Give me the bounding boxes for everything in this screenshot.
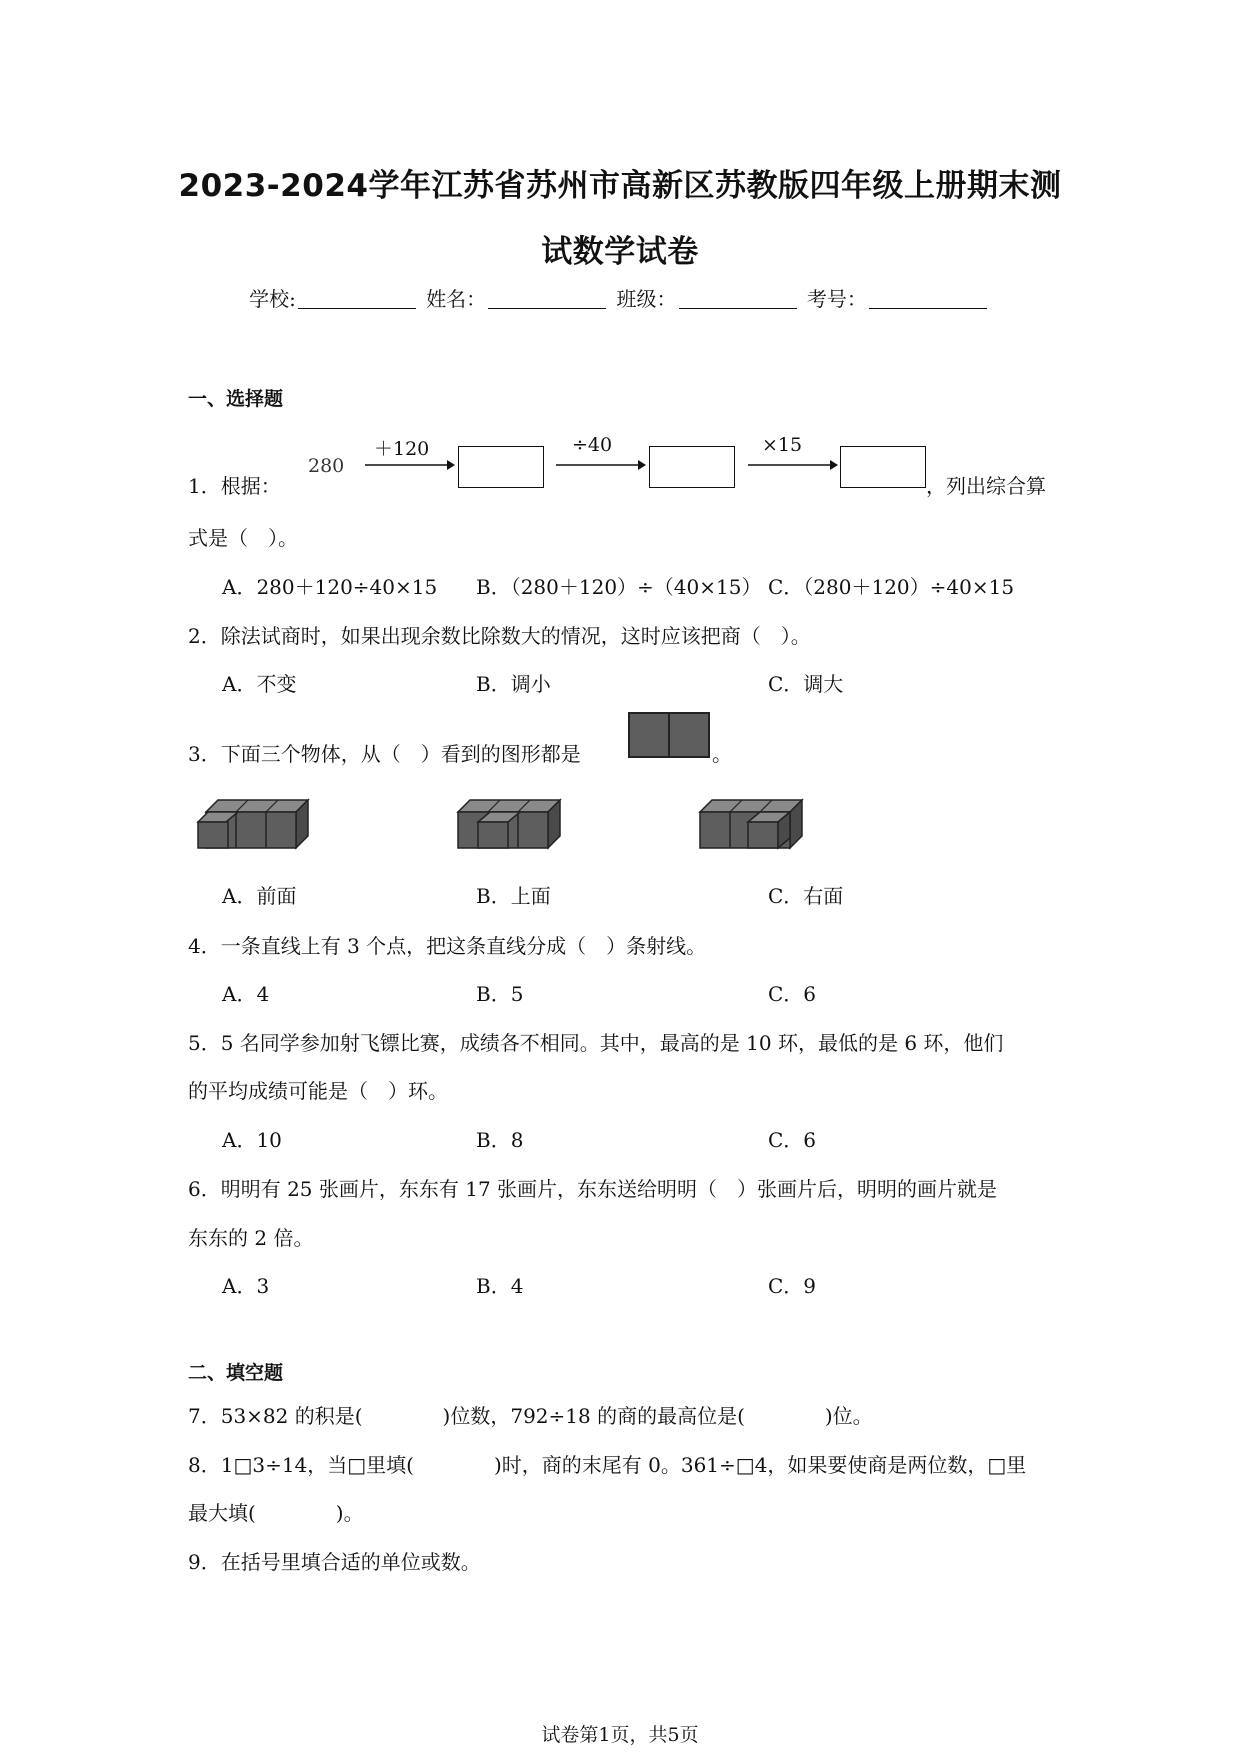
q6-option-b[interactable]: B．4 [476, 1274, 524, 1298]
q1-prefix: 1．根据： [188, 474, 281, 498]
q5-option-a[interactable]: A．10 [222, 1128, 282, 1152]
name-blank[interactable] [488, 288, 606, 309]
school-label: 学校: [249, 287, 296, 311]
q1-op3: ×15 [762, 434, 803, 456]
class-label: 班级： [616, 287, 677, 311]
arrow-icon [556, 458, 646, 472]
q3-text-before: 3．下面三个物体，从（ ）看到的图形都是 [188, 742, 581, 766]
q6-option-c[interactable]: C．9 [768, 1274, 817, 1298]
q1-box-2 [649, 446, 735, 488]
q6-line2: 东东的 2 倍。 [188, 1226, 314, 1250]
q1-line2: 式是（ ）。 [188, 526, 298, 550]
q3-option-c[interactable]: C．右面 [768, 884, 844, 908]
q2-option-c[interactable]: C．调大 [768, 672, 844, 696]
q3-option-b[interactable]: B．上面 [476, 884, 551, 908]
q4-option-a[interactable]: A．4 [222, 982, 270, 1006]
q5-line2: 的平均成绩可能是（ ）环。 [188, 1079, 448, 1103]
q2-option-a[interactable]: A．不变 [222, 672, 297, 696]
school-blank[interactable] [298, 288, 416, 309]
cube-figure-a-icon [196, 790, 316, 850]
q8-line2: 最大填( )。 [188, 1501, 364, 1525]
arrow-icon [748, 458, 838, 472]
student-info [0, 283, 1240, 312]
q7-text: 7．53×82 的积是( )位数，792÷18 的商的最高位是( )位。 [188, 1404, 873, 1428]
q3-option-a[interactable]: A．前面 [222, 884, 297, 908]
q5-option-b[interactable]: B．8 [476, 1128, 524, 1152]
name-label: 姓名： [426, 287, 487, 311]
q9-text: 9．在括号里填合适的单位或数。 [188, 1550, 481, 1574]
q1-box-3 [840, 446, 926, 488]
q8-line1: 8．1□3÷14，当□里填( )时，商的末尾有 0。361÷□4，如果要使商是两位数，□里 [188, 1453, 1027, 1477]
q1-op2: ÷40 [572, 434, 613, 456]
q2-option-b[interactable]: B．调小 [476, 672, 551, 696]
page-footer: 试卷第1页，共5页 [541, 1724, 699, 1746]
q4-option-c[interactable]: C．6 [768, 982, 817, 1006]
q3-text-after: 。 [712, 742, 732, 766]
q1-box-1 [458, 446, 544, 488]
q1-option-a[interactable]: A．280＋120÷40×15 [222, 575, 438, 599]
q1-option-c[interactable]: C．（280＋120）÷40×15 [768, 575, 1015, 599]
q5-line1: 5．5 名同学参加射飞镖比赛，成绩各不相同。其中，最高的是 10 环，最低的是 6 环，他们 [188, 1031, 1004, 1055]
q2-text: 2．除法试商时，如果出现余数比除数大的情况，这时应该把商（ ）。 [188, 624, 811, 648]
q1-start-number: 280 [308, 455, 345, 477]
exam-no-blank[interactable] [869, 288, 987, 309]
class-blank[interactable] [679, 288, 797, 309]
q1-option-b[interactable]: B．（280＋120）÷（40×15） [476, 575, 762, 599]
title-line-1: 2023-2024学年江苏省苏州市高新区苏教版四年级上册期末测 [178, 168, 1062, 204]
title-line-2: 试数学试卷 [541, 234, 699, 270]
q4-text: 4．一条直线上有 3 个点，把这条直线分成（ ）条射线。 [188, 934, 707, 958]
cube-figure-b-icon [448, 790, 568, 850]
q4-option-b[interactable]: B．5 [476, 982, 524, 1006]
q1-suffix: ，列出综合算 [926, 474, 1046, 498]
q5-option-c[interactable]: C．6 [768, 1128, 817, 1152]
cube-figure-c-icon [690, 790, 810, 850]
q6-option-a[interactable]: A．3 [222, 1274, 270, 1298]
two-squares-view-icon [628, 712, 710, 758]
exam-no-label: 考号： [806, 287, 867, 311]
q1-op1: ＋120 [374, 438, 430, 460]
arrow-icon [365, 458, 455, 472]
section-heading-choice: 一、选择题 [188, 388, 284, 410]
q6-line1: 6．明明有 25 张画片，东东有 17 张画片，东东送给明明（ ）张画片后，明明的画片就是 [188, 1177, 998, 1201]
section-heading-fill: 二、填空题 [188, 1362, 284, 1384]
